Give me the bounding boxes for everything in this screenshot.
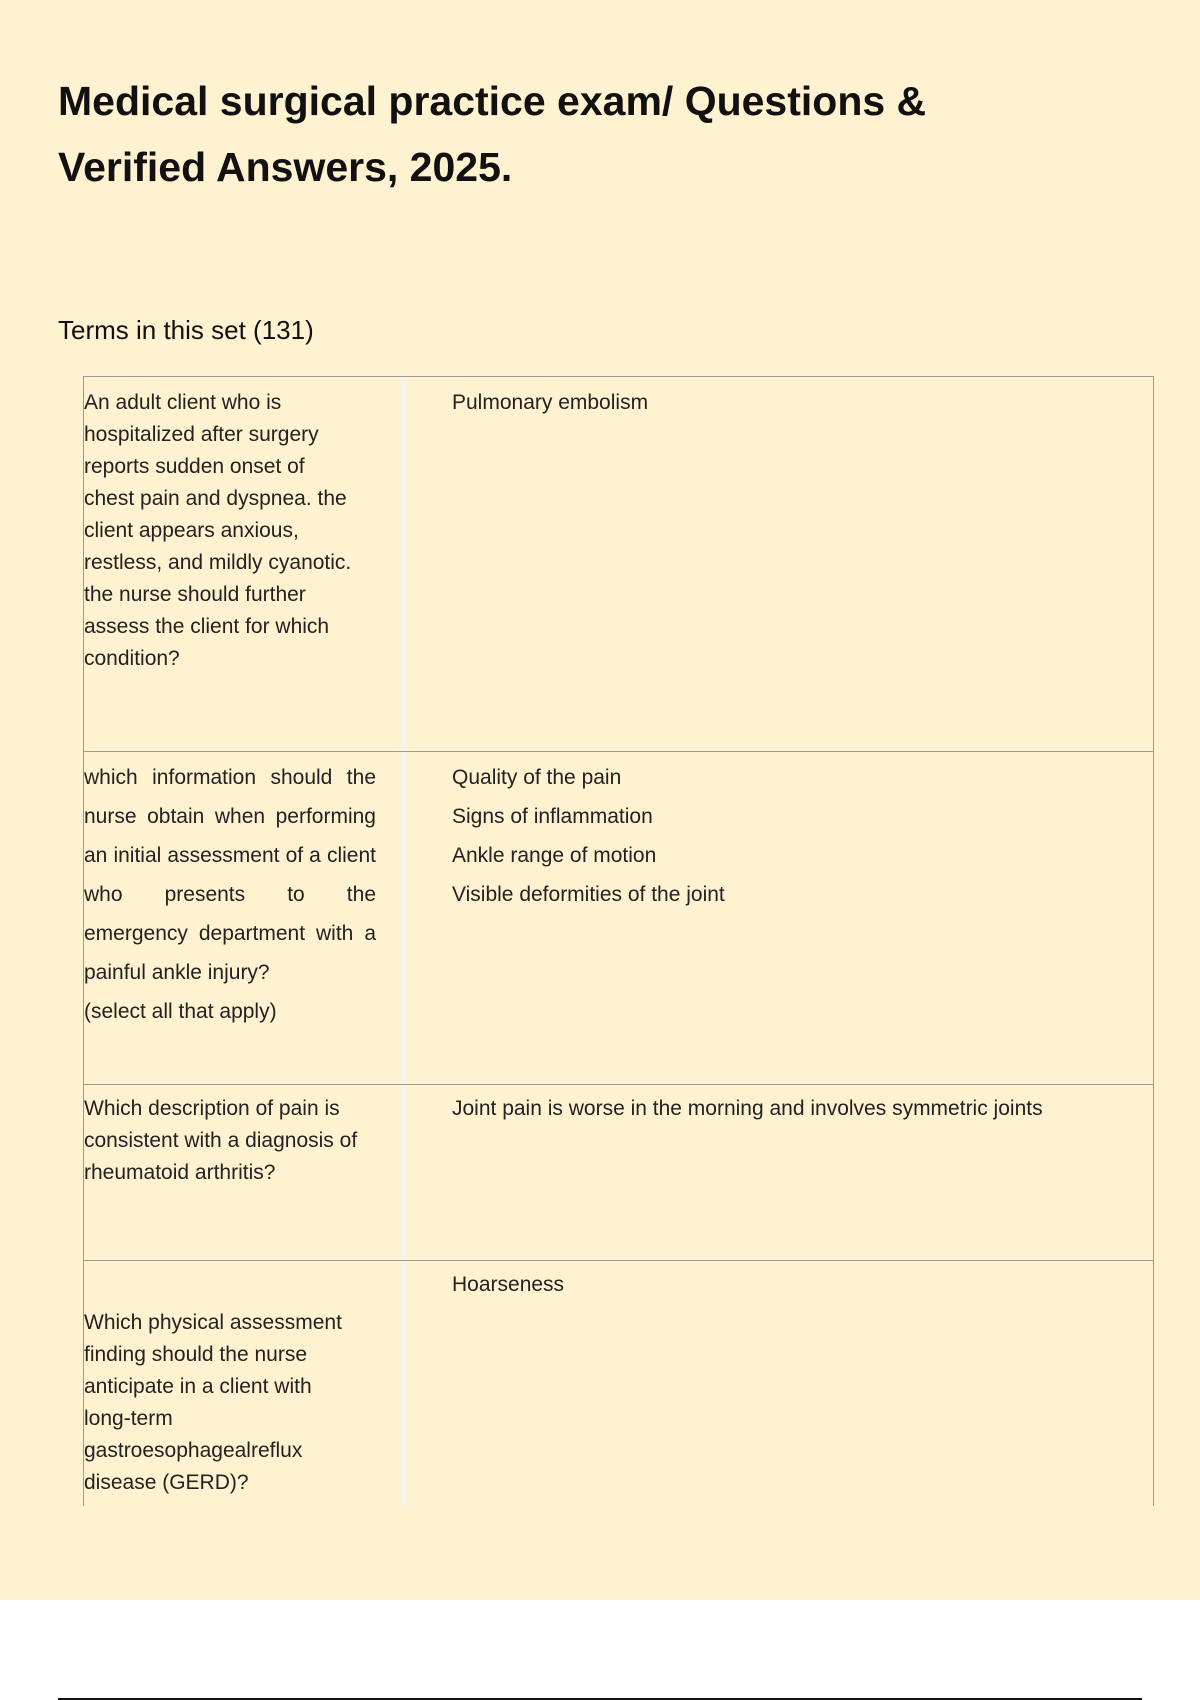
term-answer: Hoarseness: [452, 1273, 565, 1296]
column-divider: [402, 1261, 405, 1507]
table-row: [84, 1261, 1153, 1507]
table-row: [84, 1085, 1153, 1261]
term-answer: Pulmonary embolism: [452, 391, 649, 414]
term-question: Which description of pain is consistent with a diagnosis of rheumatoid arthritis?: [84, 1097, 358, 1184]
term-answer-list: [452, 758, 1072, 914]
term-answer: Ankle range of motion: [452, 844, 657, 867]
term-answer: Visible deformities of the joint: [452, 883, 725, 906]
term-answer: Joint pain is worse in the morning and involves symmetric joints: [452, 1097, 1043, 1120]
term-question: An adult client who is hospitalized after surgery reports sudden onset of chest pain and dyspnea. the client appears anxious, restless, and mildly cyanotic. the nurse should further assess the client for which condition?: [84, 391, 352, 670]
title-line-2: Verified Answers, 2025.: [58, 144, 513, 190]
table-row: [84, 752, 1153, 1085]
term-question: [84, 758, 376, 1031]
term-question: Which physical assessment finding should the nurse anticipate in a client with long-term gastroesophagealreflux disease (GERD)?: [84, 1311, 342, 1494]
term-answer: Quality of the pain: [452, 766, 622, 789]
column-divider: [402, 377, 405, 751]
column-divider: [402, 1085, 405, 1260]
term-answer: Signs of inflammation: [452, 805, 653, 828]
column-divider: [402, 752, 405, 1084]
terms-table: [83, 376, 1154, 1506]
terms-count-label: Terms in this set (131): [58, 315, 314, 345]
document-title: [58, 68, 1108, 200]
table-row: [84, 377, 1153, 752]
title-line-1: Medical surgical practice exam/ Questions &: [58, 78, 927, 124]
term-question-note: (select all that apply): [84, 1000, 277, 1023]
term-question-text: which information should the nurse obtain when performing an initial assessment of a client who presents to the emergency department with a painful ankle injury?: [84, 766, 376, 984]
